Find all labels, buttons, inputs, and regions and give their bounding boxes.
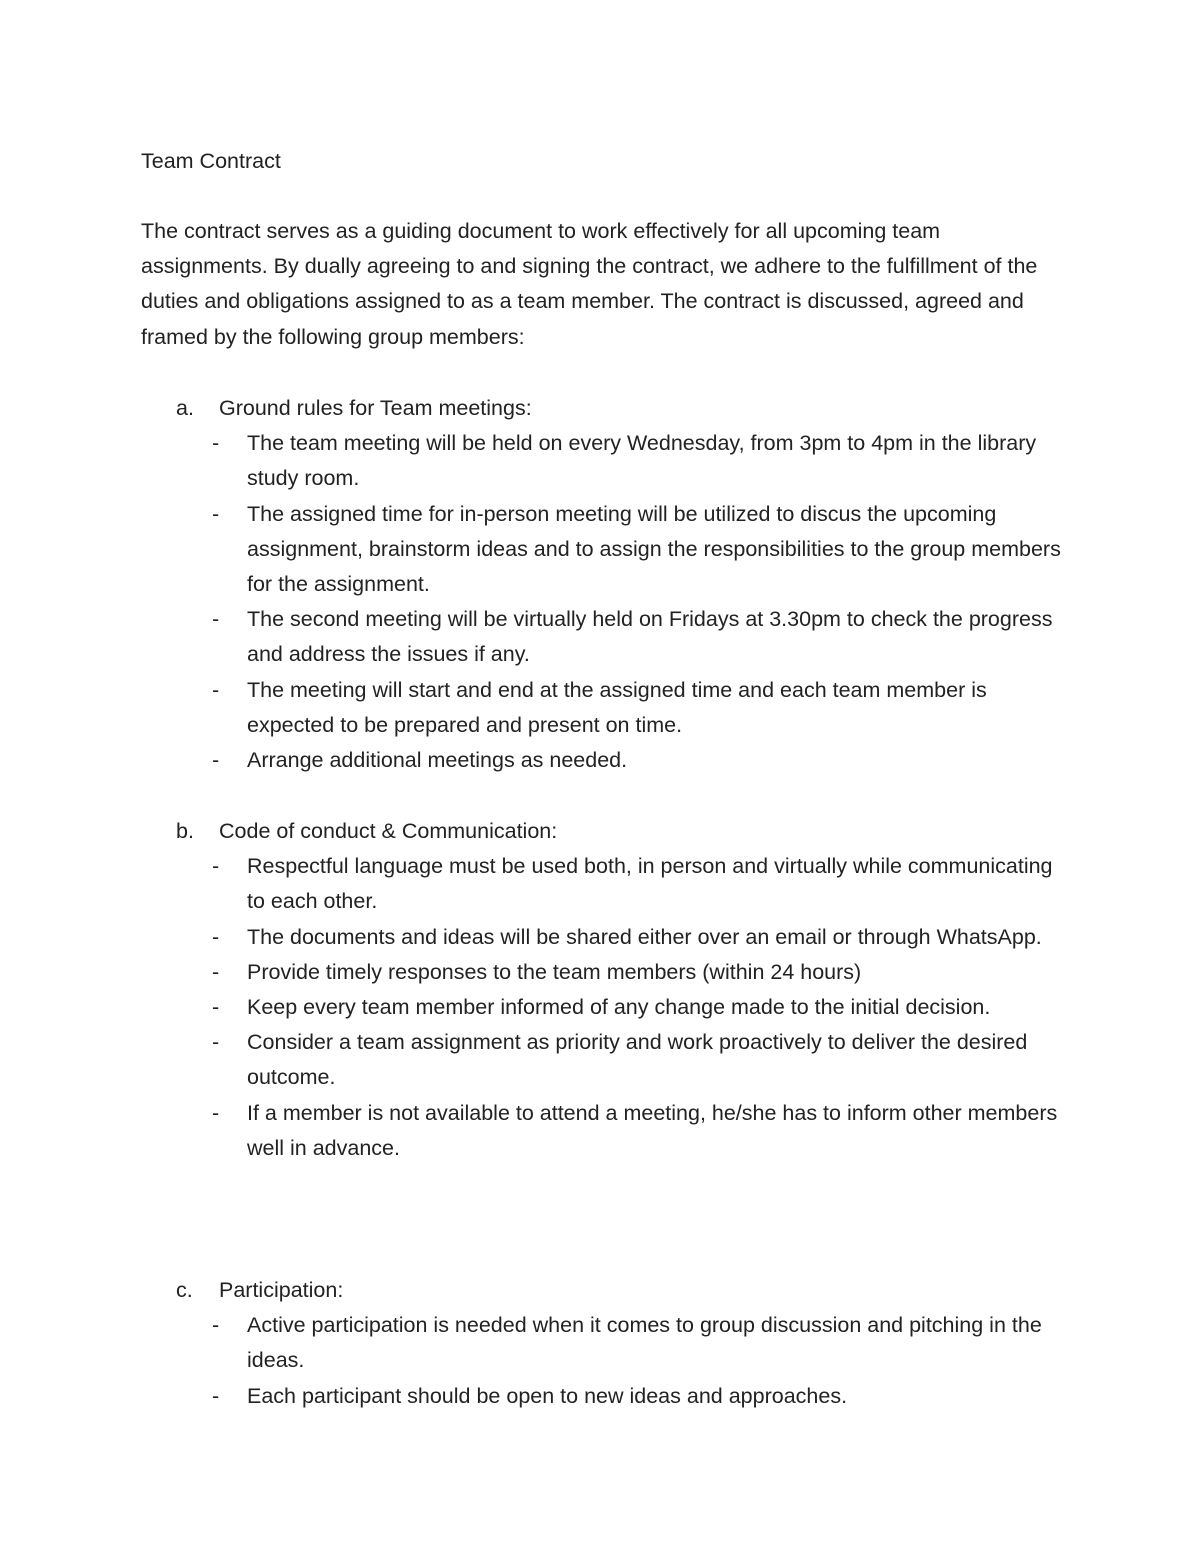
list-item-text: The team meeting will be held on every Wednesday, from 3pm to 4pm in the library study room.: [247, 431, 1037, 491]
bullet-list: [141, 426, 1066, 778]
list-item: [141, 497, 1066, 603]
section-ground-rules: [141, 391, 1066, 778]
section-heading: [141, 1273, 1066, 1308]
dash-marker: -: [212, 501, 220, 526]
dash-marker: -: [212, 854, 220, 879]
bullet-list: [141, 849, 1066, 1166]
list-item-text: Respectful language must be used both, in person and virtually while communicating to each other.: [247, 854, 1053, 914]
dash-marker: -: [212, 924, 220, 949]
document-title: Team Contract: [141, 149, 281, 173]
section-title: Code of conduct & Communication:: [219, 819, 558, 843]
dash-marker: -: [212, 748, 220, 773]
list-item-text: Active participation is needed when it comes to group discussion and pitching in the ideas.: [247, 1313, 1042, 1373]
section-letter: a.: [176, 396, 194, 420]
intro-paragraph: The contract serves as a guiding document to work effectively for all upcoming team assignments. By dually agreeing to and signing the contract, we adhere to the fulfillment of the duties and obligations assigned to as a team member. The contract is discussed, agreed and framed by the following group members:: [141, 219, 1038, 349]
section-letter: b.: [176, 819, 194, 843]
list-item: [141, 955, 1066, 990]
section-code-of-conduct: [141, 814, 1066, 1166]
section-participation: [141, 1273, 1066, 1414]
section-letter: c.: [176, 1278, 193, 1302]
dash-marker: -: [212, 1313, 220, 1338]
list-item-text: Each participant should be open to new ideas and approaches.: [247, 1383, 848, 1408]
list-item: [141, 673, 1066, 743]
section-title: Participation:: [219, 1278, 344, 1302]
dash-marker: -: [212, 995, 220, 1020]
list-item: [141, 426, 1066, 496]
list-item: [141, 1379, 1066, 1414]
list-item: [141, 1096, 1066, 1166]
section-heading: [141, 814, 1066, 849]
list-item: [141, 602, 1066, 672]
list-item: [141, 990, 1066, 1025]
section-heading: [141, 391, 1066, 426]
section-title: Ground rules for Team meetings:: [219, 396, 532, 420]
list-item-text: The assigned time for in-person meeting will be utilized to discus the upcoming assignment, brainstorm ideas and to assign the responsibilities to the group members for the assignment.: [247, 501, 1061, 597]
list-item-text: Provide timely responses to the team members (within 24 hours): [247, 959, 862, 984]
list-item: [141, 849, 1066, 919]
list-item-text: The second meeting will be virtually held on Fridays at 3.30pm to check the progress and address the issues if any.: [247, 607, 1053, 667]
bullet-list: [141, 1308, 1066, 1414]
list-item-text: If a member is not available to attend a meeting, he/she has to inform other members well in advance.: [247, 1100, 1058, 1160]
list-item: [141, 1025, 1066, 1095]
list-item-text: Arrange additional meetings as needed.: [247, 748, 628, 773]
list-item: [141, 743, 1066, 778]
list-item-text: The meeting will start and end at the assigned time and each team member is expected to be prepared and present on time.: [247, 677, 987, 737]
list-item: [141, 920, 1066, 955]
dash-marker: -: [212, 607, 220, 632]
dash-marker: -: [212, 1030, 220, 1055]
list-item-text: Consider a team assignment as priority and work proactively to deliver the desired outcome.: [247, 1030, 1028, 1090]
dash-marker: -: [212, 431, 220, 456]
list-item-text: Keep every team member informed of any change made to the initial decision.: [247, 995, 991, 1020]
dash-marker: -: [212, 959, 220, 984]
dash-marker: -: [212, 677, 220, 702]
dash-marker: -: [212, 1100, 220, 1125]
dash-marker: -: [212, 1383, 220, 1408]
list-item: [141, 1308, 1066, 1378]
list-item-text: The documents and ideas will be shared either over an email or through WhatsApp.: [247, 924, 1042, 949]
